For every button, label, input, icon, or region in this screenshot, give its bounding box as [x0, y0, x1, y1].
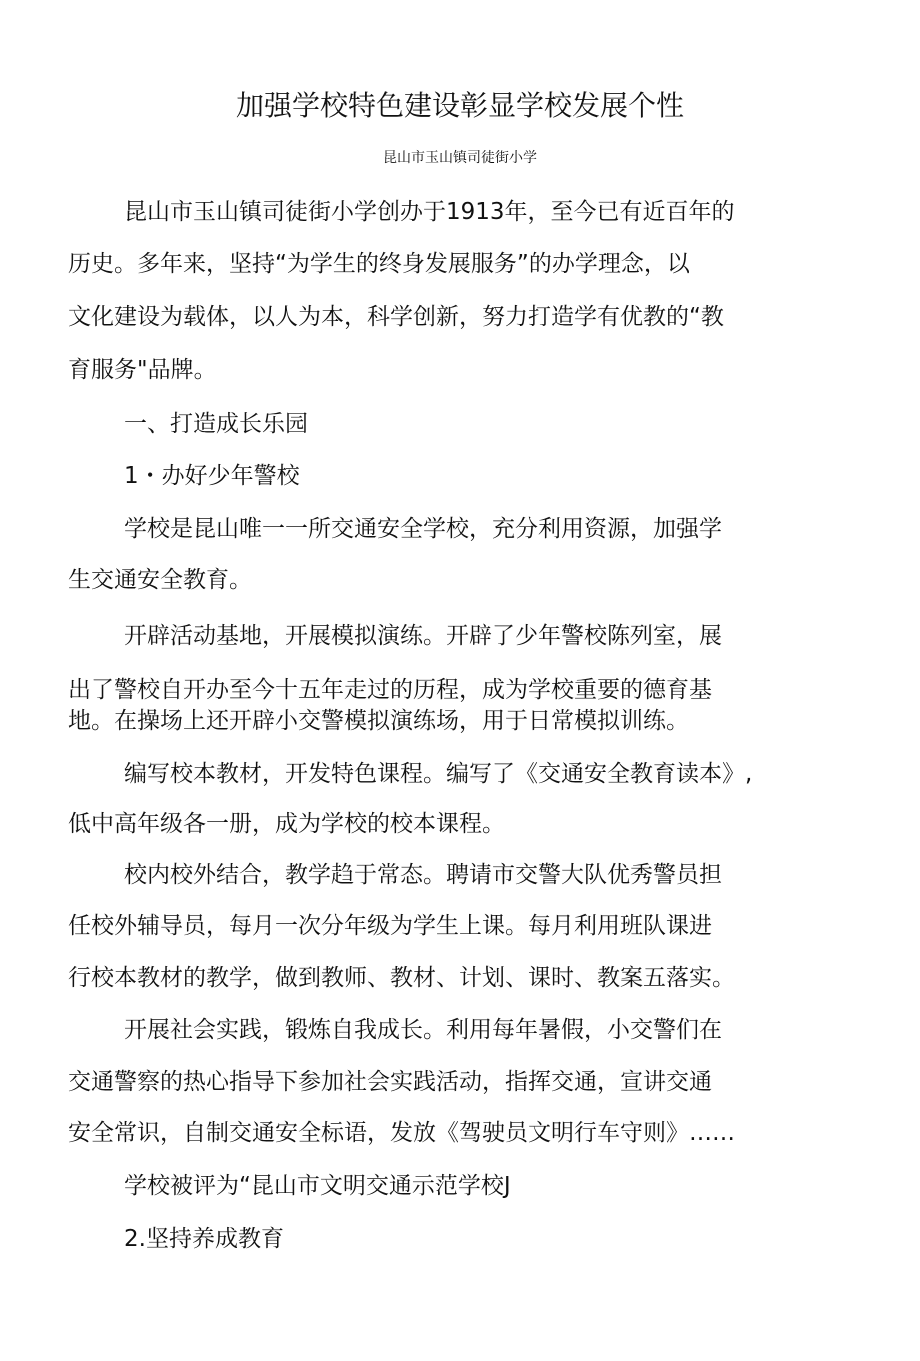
- paragraph-line: 安全常识，自制交通安全标语，发放《驾驶员文明行车守则》……: [68, 1120, 735, 1146]
- paragraph-line: 任校外辅导员，每月一次分年级为学生上课。每月利用班队课进: [68, 913, 712, 939]
- paragraph-line: 交通警察的热心指导下参加社会实践活动，指挥交通，宣讲交通: [68, 1069, 712, 1095]
- paragraph-line: 开展社会实践，锻炼自我成长。利用每年暑假，小交警们在: [124, 1017, 722, 1043]
- paragraph-line: 出了警校自开办至今十五年走过的历程，成为学校重要的德育基: [68, 677, 712, 703]
- document-subtitle: 昆山市玉山镇司徒街小学: [383, 150, 537, 166]
- paragraph-line: 编写校本教材，开发特色课程。编写了《交通安全教育读本》,: [124, 761, 753, 787]
- paragraph-line: 校内校外结合，教学趋于常态。聘请市交警大队优秀警员担: [124, 862, 722, 888]
- paragraph-line: 文化建设为载体，以人为本，科学创新，努力打造学有优教的“教: [68, 304, 724, 330]
- paragraph-line: 地。在操场上还开辟小交警模拟演练场，用于日常模拟训练。: [68, 708, 689, 734]
- paragraph-line: 昆山市玉山镇司徒街小学创办于1913年，至今已有近百年的: [124, 199, 735, 225]
- document-title: 加强学校特色建设彰显学校发展个性: [235, 89, 684, 122]
- section-heading: 一、打造成长乐园: [124, 411, 308, 437]
- paragraph-line: 育服务"品牌。: [68, 357, 217, 383]
- paragraph-line: 历史。多年来，坚持“为学生的终身发展服务”的办学理念，以: [68, 251, 690, 277]
- paragraph-line: 行校本教材的教学，做到教师、教材、计划、课时、教案五落实。: [68, 965, 735, 991]
- paragraph-line: 开辟活动基地，开展模拟演练。开辟了少年警校陈列室，展: [124, 623, 722, 649]
- subsection-heading: 2.坚持养成教育: [124, 1226, 284, 1252]
- subsection-heading: 1・办好少年警校: [124, 463, 300, 489]
- paragraph-line: 学校被评为“昆山市文明交通示范学校J: [124, 1173, 511, 1199]
- paragraph-line: 低中高年级各一册，成为学校的校本课程。: [68, 811, 505, 837]
- paragraph-line: 生交通安全教育。: [68, 567, 252, 593]
- paragraph-line: 学校是昆山唯一一所交通安全学校，充分利用资源，加强学: [124, 516, 722, 542]
